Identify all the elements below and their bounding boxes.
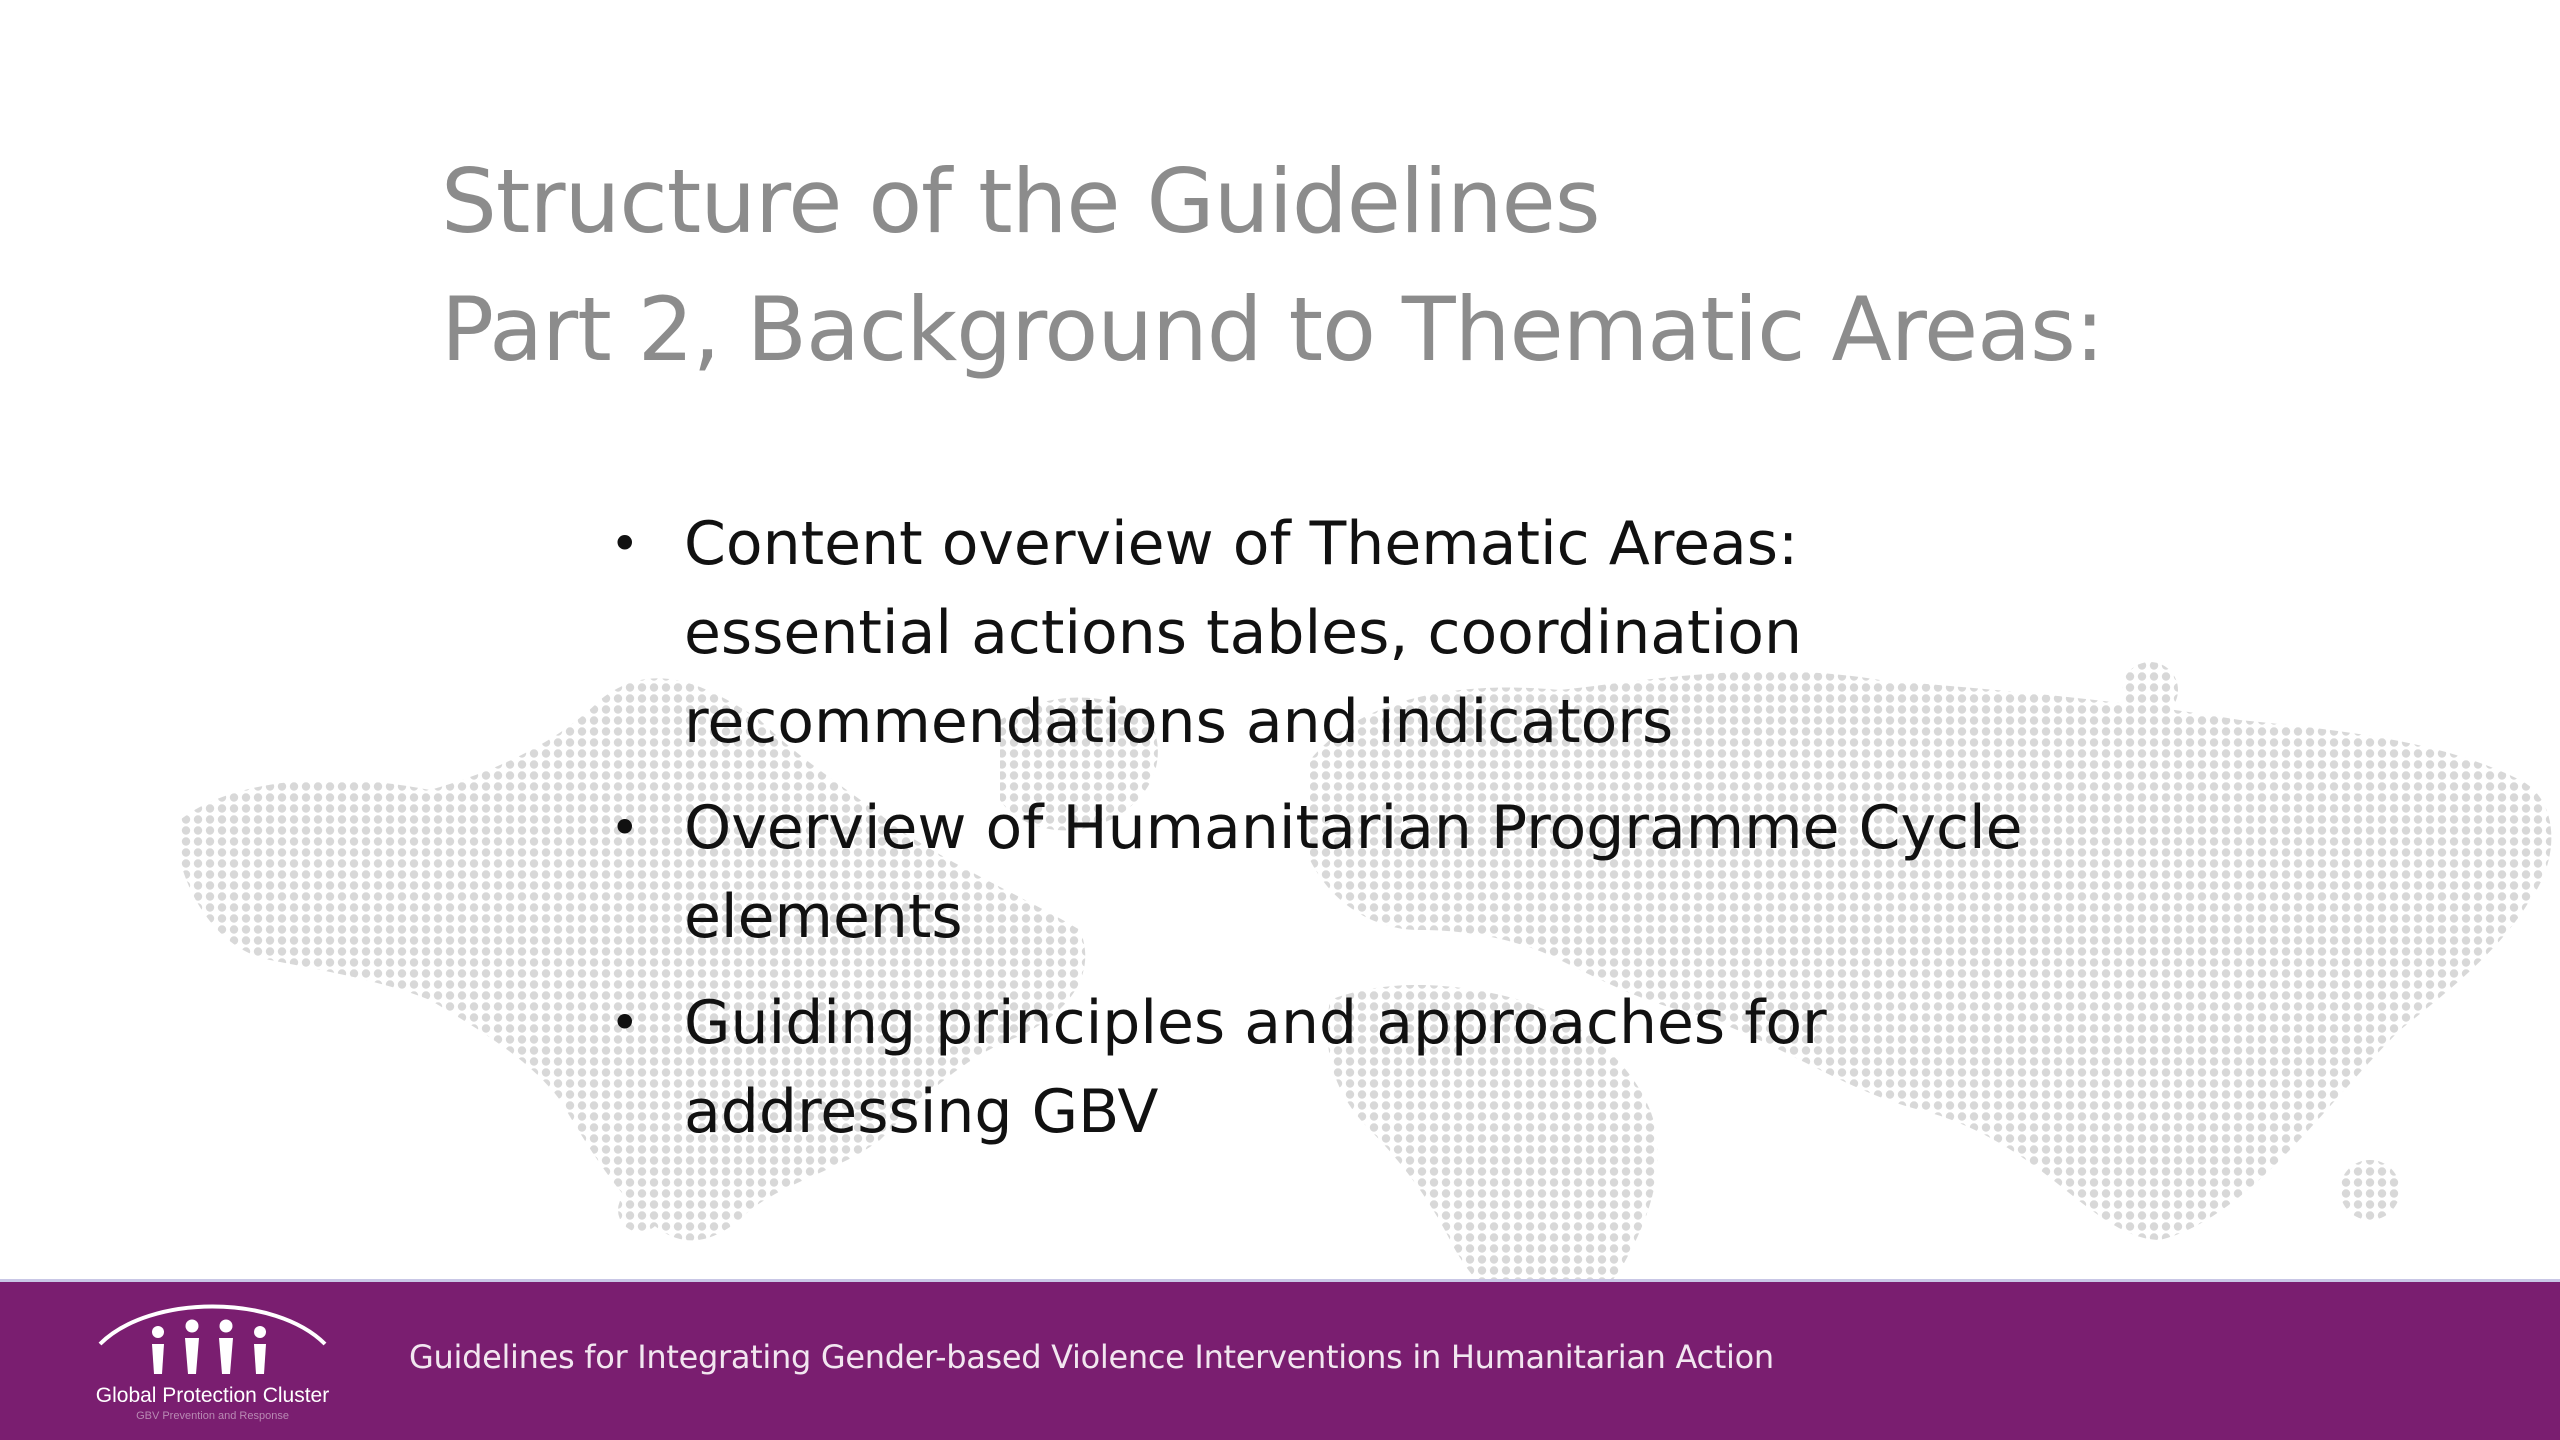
slide-title	[441, 138, 2341, 394]
footer-bar	[0, 1279, 2560, 1440]
bullet-item	[610, 979, 2110, 1157]
bullet-text-line: recommendations and indicators	[684, 687, 1674, 757]
bullet-text-line: Overview of Humanitarian Programme Cycle	[684, 793, 2023, 863]
bullet-item	[610, 784, 2110, 962]
bullet-list	[610, 500, 2110, 1174]
logo-subtitle: GBV Prevention and Response	[136, 1410, 289, 1422]
bullet-text-line: elements	[684, 882, 963, 952]
bullet-text-line: Guiding principles and approaches for	[684, 988, 1827, 1058]
bullet-item	[610, 500, 2110, 767]
logo-name: Global Protection Cluster	[95, 1384, 330, 1407]
bullet-dot: •	[610, 994, 640, 1052]
bullet-text-line: addressing GBV	[684, 1077, 1159, 1147]
global-protection-cluster-logo	[80, 1302, 345, 1427]
slide-title-line-1: Structure of the Guidelines	[441, 150, 1600, 253]
slide-title-line-2: Part 2, Background to Thematic Areas:	[441, 278, 2104, 381]
bullet-dot: •	[610, 799, 640, 857]
footer-title: Guidelines for Integrating Gender-based Violence Interventions in Humanitarian Action	[409, 1338, 1774, 1376]
bullet-dot: •	[610, 515, 640, 573]
bullet-text-line: Content overview of Thematic Areas:	[684, 509, 1799, 579]
bullet-text-line: essential actions tables, coordination	[684, 598, 1802, 668]
logo-figures-icon	[80, 1302, 345, 1387]
